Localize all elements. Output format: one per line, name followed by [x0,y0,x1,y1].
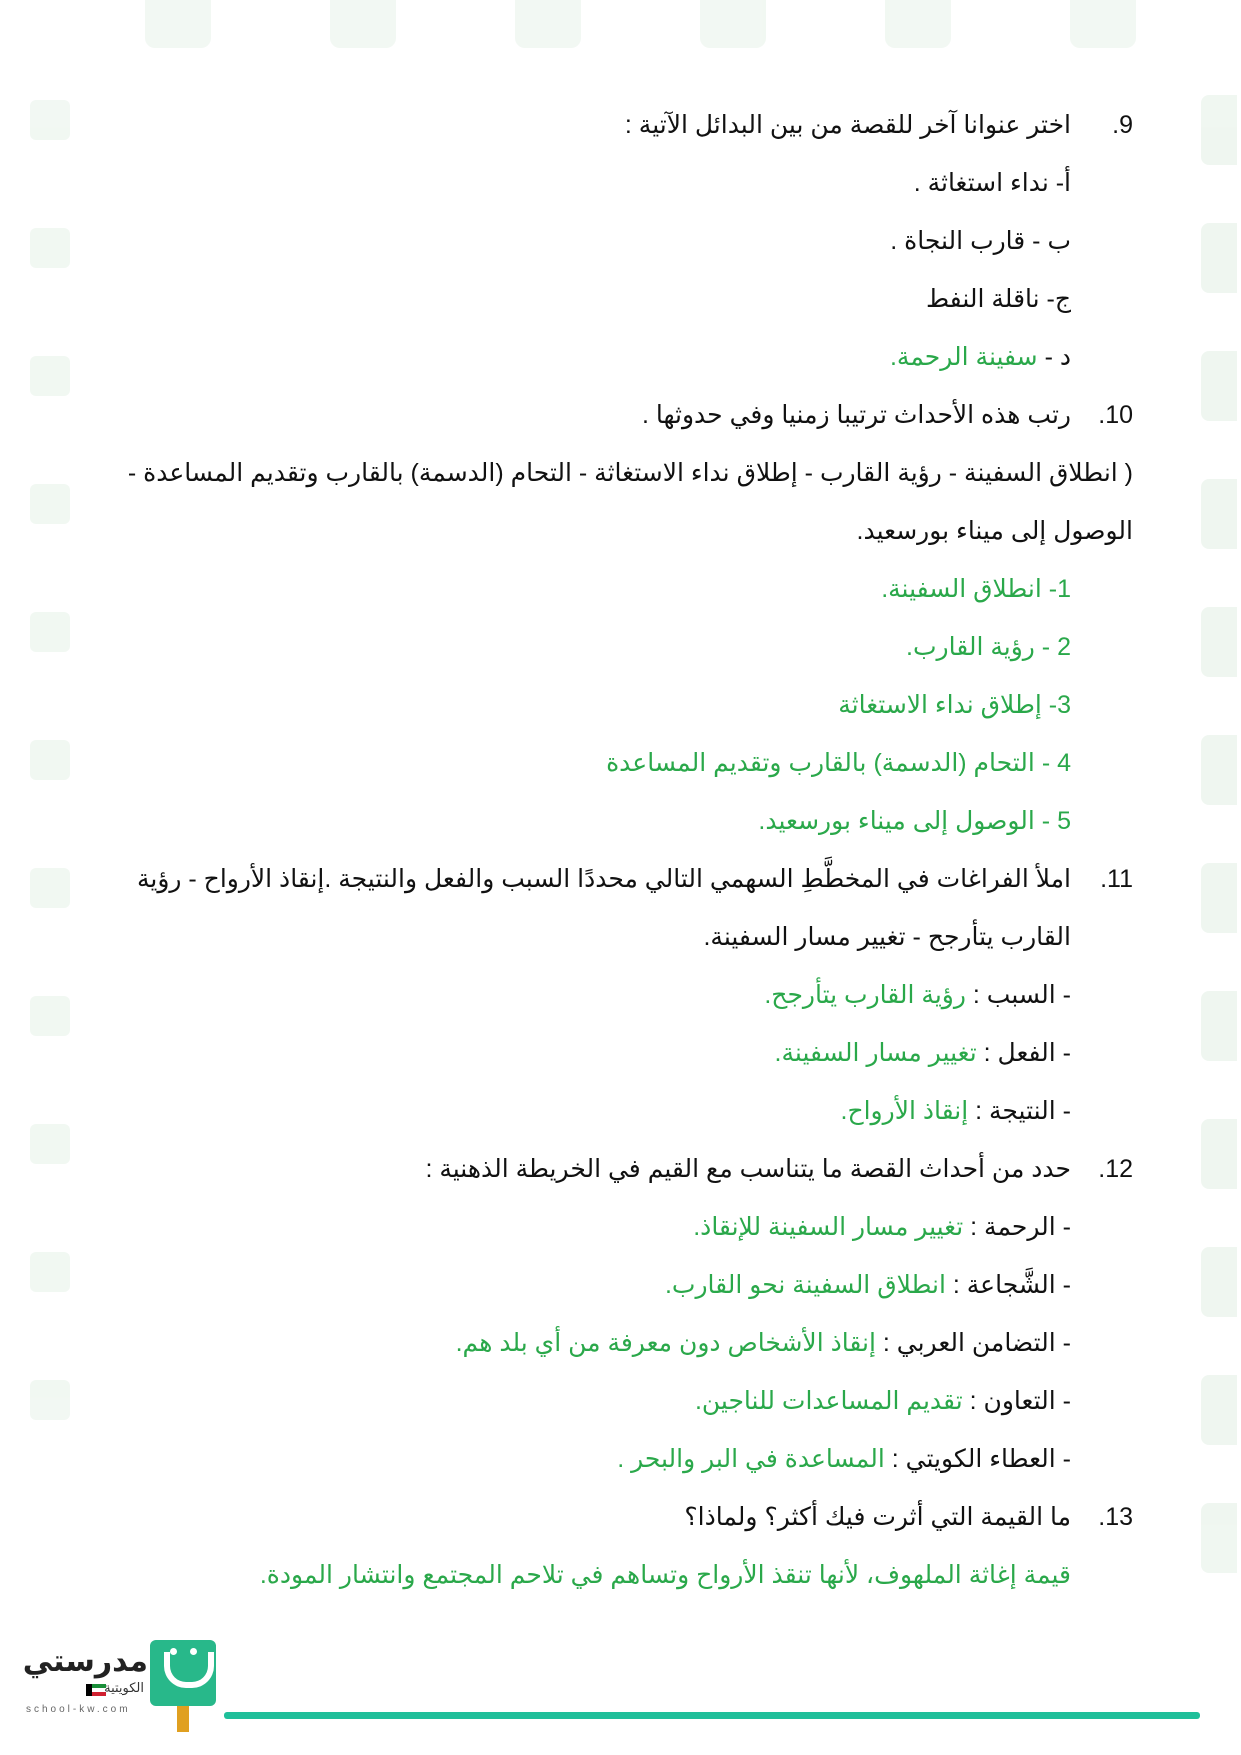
value-row [73,1372,1133,1430]
value-label: - الرحمة : [970,1213,1071,1241]
action-answer: تغيير مسار السفينة. [774,1039,977,1067]
question-number: 13. [1098,1503,1133,1531]
value-row [73,1314,1133,1372]
events-list-line-2: الوصول إلى ميناء بورسعيد. [856,517,1133,545]
option-d-answer: سفينة الرحمة. [889,343,1038,371]
question-number: 10. [1098,401,1133,429]
value-answer: انطلاق السفينة نحو القارب. [664,1271,946,1299]
question-9 [73,96,1133,154]
action-row [73,1024,1133,1082]
logo-url: school-kw.com [26,1704,131,1715]
question-prompt: ما القيمة التي أثرت فيك أكثر؟ ولماذا؟ [684,1503,1071,1531]
ordered-event-4: 4 - التحام (الدسمة) بالقارب وتقديم المساعدة [606,749,1071,777]
ordered-event-3: 3- إطلاق نداء الاستغاثة [838,691,1071,719]
logo-subtitle: الكويتية [104,1680,144,1695]
question-prompt: رتب هذه الأحداث ترتيبا زمنيا وفي حدوثها . [641,401,1071,429]
result-row [73,1082,1133,1140]
action-label: - الفعل : [983,1039,1071,1067]
question-prompt: املأ الفراغات في المخطَّطِ السهمي التالي محددًا السبب والفعل والنتيجة .إنقاذ الأرواح - رؤية [136,865,1071,893]
value-answer: المساعدة في البر والبحر . [617,1445,885,1473]
value-answer: تغيير مسار السفينة للإنقاذ. [693,1213,964,1241]
logo-wordmark: مدرستي [22,1645,148,1678]
value-row [73,1198,1133,1256]
cause-answer: رؤية القارب يتأرجح. [764,981,966,1009]
smile-book-icon [150,1640,216,1706]
question-13 [73,1488,1133,1546]
option-d [73,328,1133,386]
watermark-top-strip [0,0,1241,50]
value-row [73,1430,1133,1488]
value-row [73,1256,1133,1314]
value-answer: تقديم المساعدات للناجين. [694,1387,963,1415]
question-prompt: حدد من أحداث القصة ما يتناسب مع القيم في الخريطة الذهنية : [425,1155,1071,1183]
value-label: - الشَّجاعة : [952,1271,1071,1299]
option-d-prefix: د - [1044,343,1071,371]
value-label: - العطاء الكويتي : [891,1445,1071,1473]
cause-label: - السبب : [972,981,1071,1009]
footer-divider [224,1712,1200,1719]
school-logo [22,1636,222,1746]
question-12 [73,1140,1133,1198]
question-number: 9. [1112,111,1133,139]
option-c: ج- ناقلة النفط [925,285,1071,313]
question-number: 11. [1100,865,1133,893]
cause-row [73,966,1133,1024]
question-13-answer: قيمة إغاثة الملهوف، لأنها تنقذ الأرواح وتساهم في تلاحم المجتمع وانتشار المودة. [259,1561,1071,1589]
result-answer: إنقاذ الأرواح. [840,1097,969,1125]
question-number: 12. [1098,1155,1133,1183]
events-list-line-1: ( انطلاق السفينة - رؤية القارب - إطلاق نداء الاستغاثة - التحام (الدسمة) بالقارب وتقديم المساعدة - [127,459,1133,487]
question-11 [73,850,1133,908]
question-11-continuation: القارب يتأرجح - تغيير مسار السفينة. [703,923,1071,951]
ordered-event-1: 1- انطلاق السفينة. [881,575,1071,603]
bookmark-icon [177,1706,189,1732]
ordered-event-5: 5 - الوصول إلى ميناء بورسعيد. [758,807,1071,835]
value-label: - التعاون : [969,1387,1071,1415]
watermark-right-strip [1201,95,1241,1631]
worksheet-page [73,96,1133,1604]
ordered-event-2: 2 - رؤية القارب. [906,633,1071,661]
option-a: أ- نداء استغاثة . [913,169,1071,197]
value-label: - التضامن العربي : [882,1329,1071,1357]
question-10 [73,386,1133,444]
question-prompt: اختر عنوانا آخر للقصة من بين البدائل الآتية : [624,111,1071,139]
value-answer: إنقاذ الأشخاص دون معرفة من أي بلد هم. [455,1329,876,1357]
option-b: ب - قارب النجاة . [890,227,1071,255]
result-label: - النتيجة : [975,1097,1071,1125]
